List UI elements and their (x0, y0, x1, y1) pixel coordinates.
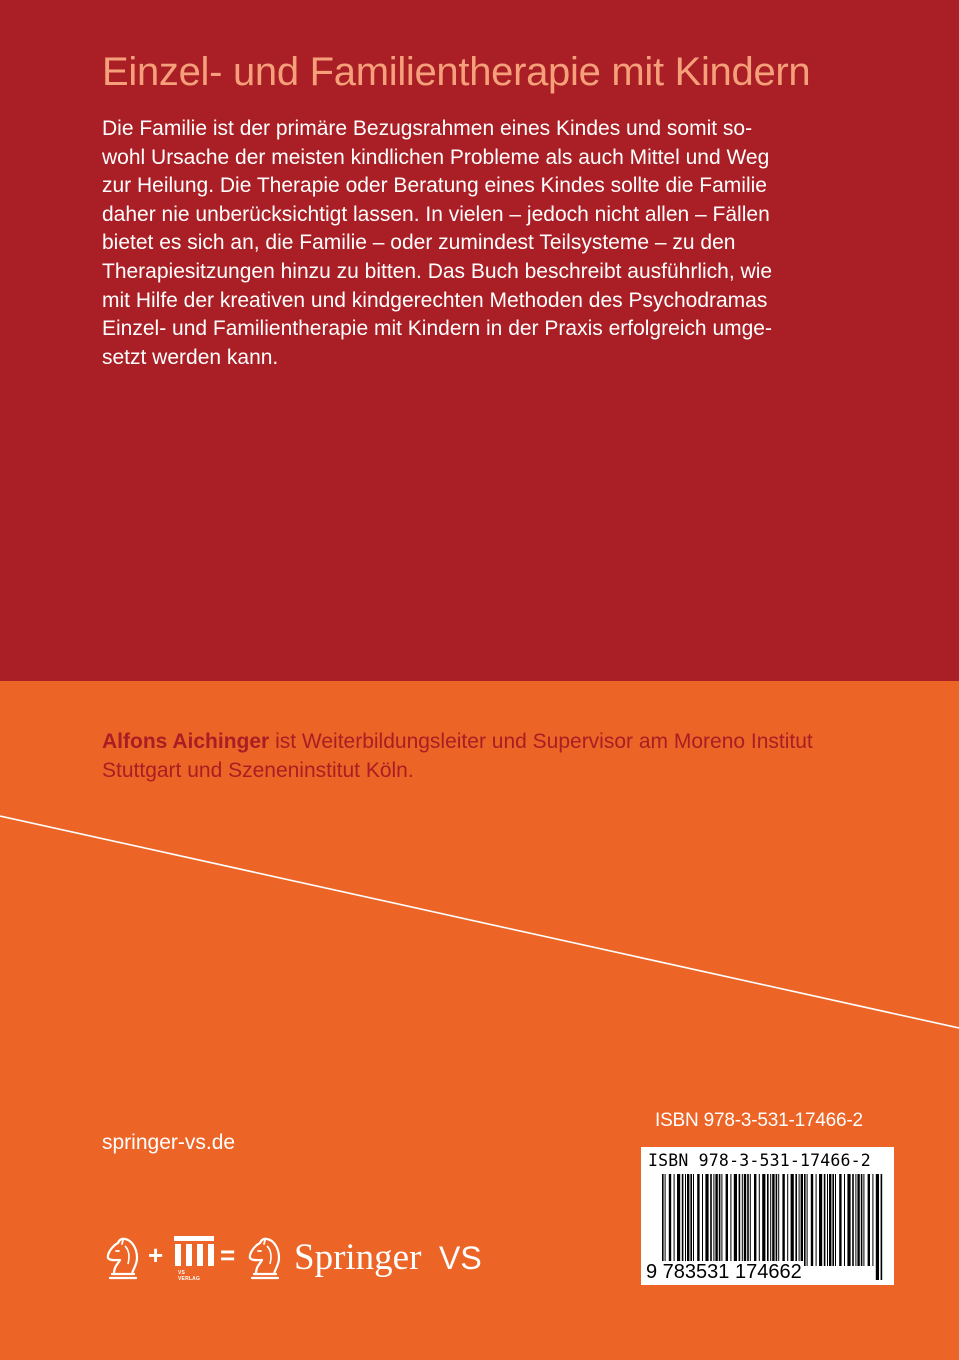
barcode-bar (863, 1174, 864, 1266)
equals-sign: = (220, 1240, 236, 1270)
barcode-bar (687, 1174, 689, 1266)
barcode-bar (754, 1174, 756, 1266)
barcode-bar (852, 1174, 854, 1266)
barcode-bar (734, 1174, 737, 1266)
barcode-bar (750, 1174, 751, 1266)
barcode-bar (811, 1174, 813, 1266)
barcode-bar (776, 1174, 778, 1266)
barcode-bar (713, 1174, 714, 1266)
author-description: ist Weiterbildungsleiter und Supervisor am Moreno Institut Stuttgart und Szeneninstitut Köln. (102, 730, 813, 782)
barcode-bar (801, 1174, 803, 1266)
barcode-bar (799, 1174, 800, 1266)
barcode-bar (795, 1174, 797, 1266)
springer-vs-knight-icon (244, 1234, 286, 1282)
isbn-label: ISBN 978-3-531-17466-2 (655, 1110, 863, 1131)
publisher-name: Springer (294, 1237, 422, 1278)
barcode-bar (730, 1174, 731, 1266)
barcode-bar (816, 1174, 817, 1266)
barcode-bar (762, 1174, 765, 1266)
barcode-bar (747, 1174, 749, 1266)
barcode-bar (744, 1174, 746, 1266)
barcode-bar (674, 1174, 675, 1266)
barcode-bar (739, 1174, 741, 1266)
barcode-bar (697, 1174, 699, 1266)
author-bio (102, 727, 862, 785)
barcode-bar (742, 1174, 743, 1266)
barcode-bar (721, 1174, 722, 1266)
barcode-bar (847, 1174, 850, 1266)
barcode-bar (715, 1174, 717, 1266)
barcode-bar (804, 1174, 806, 1266)
barcode-bar (855, 1174, 856, 1266)
barcode-bar (857, 1174, 859, 1266)
barcode-bar (861, 1174, 863, 1266)
barcode-isbn-text: ISBN 978-3-531-17466-2 (648, 1151, 871, 1170)
barcode-bar (690, 1174, 692, 1266)
springer-knight-icon (102, 1234, 144, 1282)
barcode-digits: 9 783531 174662 (646, 1261, 802, 1283)
barcode-bar (782, 1174, 784, 1266)
barcode-bar (702, 1174, 703, 1266)
author-name: Alfons Aichinger (102, 730, 270, 753)
barcode-bar (710, 1174, 712, 1266)
barcode-bar (677, 1174, 680, 1266)
barcode-bar (685, 1174, 686, 1266)
barcode-bar (819, 1174, 822, 1266)
barcode-bar (778, 1174, 779, 1266)
barcode-bar (807, 1174, 808, 1266)
barcode-bar (719, 1174, 721, 1266)
barcode-bar (682, 1174, 684, 1266)
barcode-bar (827, 1174, 828, 1266)
barcode-bar (824, 1174, 826, 1266)
book-blurb: Die Familie ist der primäre Bezugsrahmen eines Kindes und somit so- wohl Ursache der meisten kindlichen Probleme als auch Mittel und Weg zur Heilung. Die Therapie oder Beratung eines Kindes sollte die Familie daher nie unberücksichtigt lassen. In vielen – jedoch nicht allen – Fällen bietet es sich an, die Familie – oder zumindest Teilsysteme – zu den Therapiesitzungen hinzu zu bitten. Das Buch beschreibt ausführlich, wie mit Hilfe der kreativen und kindgerechten Methoden des Psychodramas Einzel- und Familientherapie mit Kindern in der Praxis erfolgreich umge- setzt werden kann. (102, 117, 773, 369)
barcode-bar (844, 1174, 845, 1266)
website-link[interactable]: springer-vs.de (102, 1131, 236, 1154)
barcode-bar (868, 1174, 870, 1266)
barcode-bar (787, 1174, 788, 1266)
publisher-suffix: VS (439, 1240, 482, 1276)
barcode-bar (693, 1174, 694, 1266)
barcode-bar (832, 1174, 834, 1266)
plus-sign: + (148, 1240, 164, 1270)
barcode-bar (835, 1174, 836, 1266)
barcode-bar (705, 1174, 708, 1266)
vs-verlag-icon (172, 1234, 216, 1268)
barcode-bar (829, 1174, 831, 1266)
book-title: Einzel- und Familientherapie mit Kindern (102, 50, 811, 94)
barcode-bar (791, 1174, 794, 1266)
vs-verlag-label: VS VERLAG (178, 1270, 201, 1282)
barcode-bar (759, 1174, 760, 1266)
barcode-bar (872, 1174, 873, 1266)
barcode-bar (726, 1174, 728, 1266)
barcode-bar (839, 1174, 841, 1266)
isbn-barcode (641, 1147, 894, 1285)
